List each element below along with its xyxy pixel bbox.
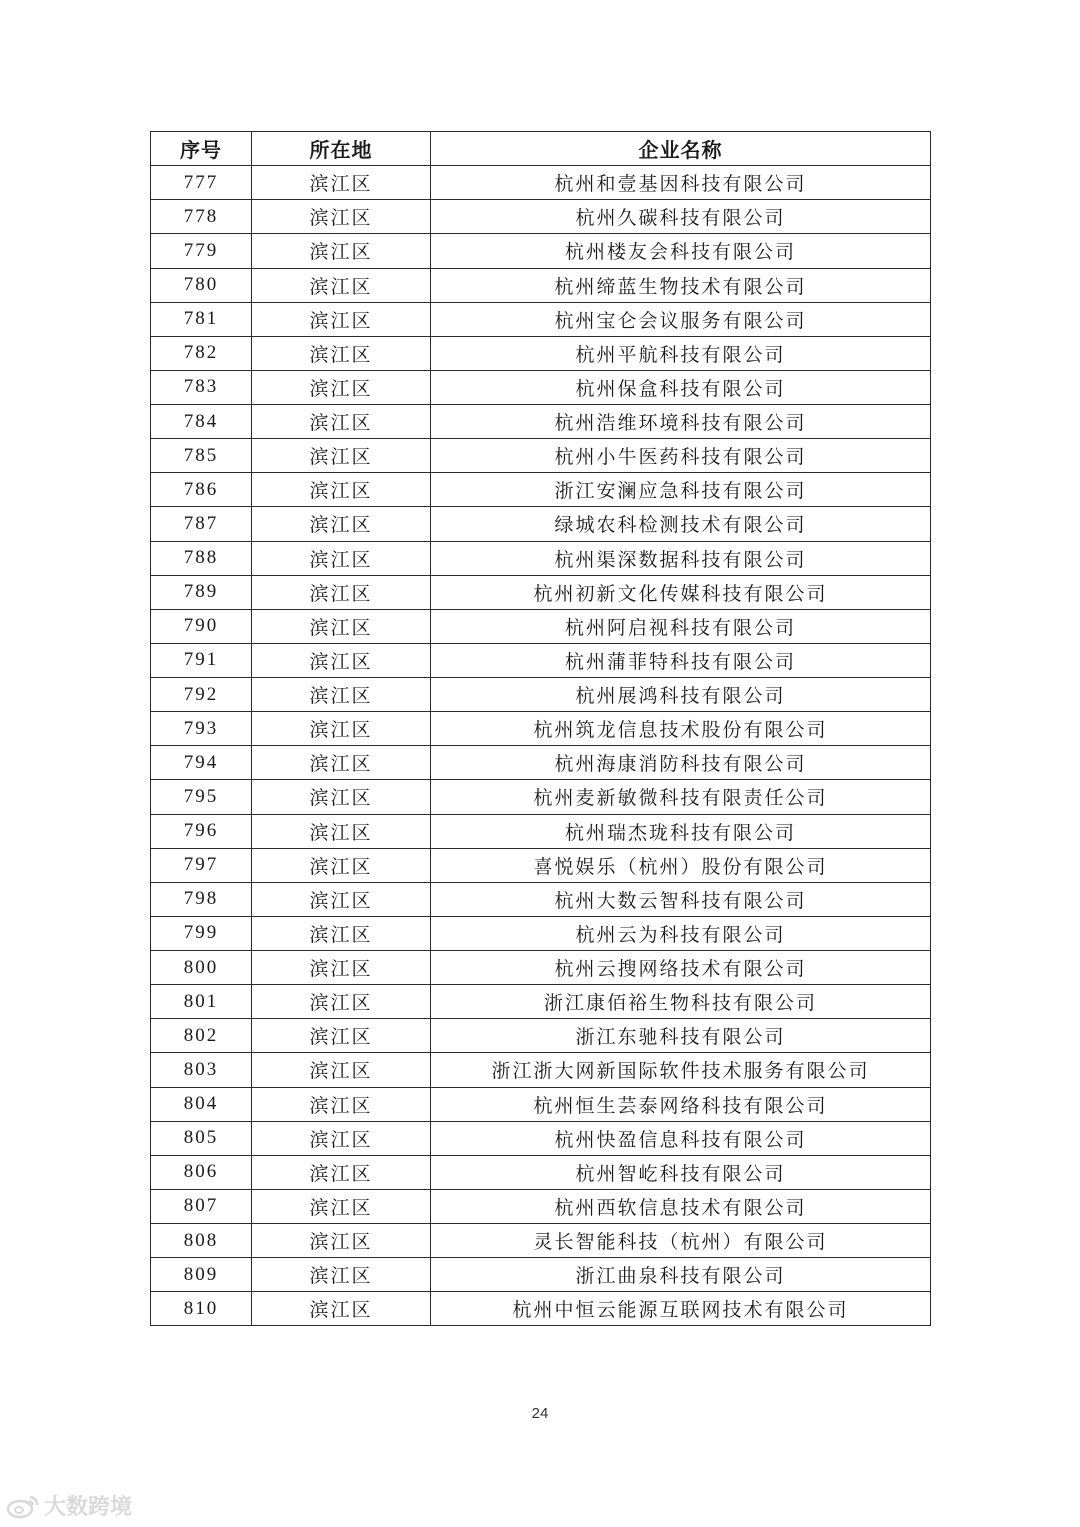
row-index: 786 [151, 473, 252, 507]
row-company-name: 杭州蒲菲特科技有限公司 [431, 643, 931, 677]
table-row [151, 1292, 931, 1326]
row-company-name: 绿城农科检测技术有限公司 [431, 507, 931, 541]
table-row [151, 200, 931, 234]
row-location: 滨江区 [252, 712, 431, 746]
row-location: 滨江区 [252, 848, 431, 882]
row-location: 滨江区 [252, 1155, 431, 1189]
row-company-name: 浙江曲泉科技有限公司 [431, 1258, 931, 1292]
row-company-name: 灵长智能科技（杭州）有限公司 [431, 1224, 931, 1258]
table-row [151, 439, 931, 473]
table-row [151, 336, 931, 370]
table-row [151, 268, 931, 302]
row-location: 滨江区 [252, 439, 431, 473]
table-row [151, 1053, 931, 1087]
row-company-name: 浙江康佰裕生物科技有限公司 [431, 985, 931, 1019]
row-company-name: 杭州恒生芸泰网络科技有限公司 [431, 1087, 931, 1121]
row-company-name: 杭州云为科技有限公司 [431, 916, 931, 950]
table-row [151, 814, 931, 848]
row-company-name: 杭州缔蓝生物技术有限公司 [431, 268, 931, 302]
row-index: 783 [151, 370, 252, 404]
row-company-name: 杭州楼友会科技有限公司 [431, 234, 931, 268]
row-company-name: 杭州宝仑会议服务有限公司 [431, 302, 931, 336]
header-location: 所在地 [252, 132, 431, 166]
header-index: 序号 [151, 132, 252, 166]
row-index: 779 [151, 234, 252, 268]
row-company-name: 杭州智屹科技有限公司 [431, 1155, 931, 1189]
table-row [151, 302, 931, 336]
row-index: 794 [151, 746, 252, 780]
row-company-name: 杭州西软信息技术有限公司 [431, 1189, 931, 1223]
table-row [151, 882, 931, 916]
row-company-name: 浙江安澜应急科技有限公司 [431, 473, 931, 507]
table-row [151, 848, 931, 882]
row-company-name: 杭州久碳科技有限公司 [431, 200, 931, 234]
row-index: 805 [151, 1121, 252, 1155]
row-company-name: 杭州瑞杰珑科技有限公司 [431, 814, 931, 848]
table-row [151, 405, 931, 439]
row-index: 796 [151, 814, 252, 848]
row-index: 787 [151, 507, 252, 541]
row-location: 滨江区 [252, 814, 431, 848]
row-company-name: 杭州海康消防科技有限公司 [431, 746, 931, 780]
row-index: 781 [151, 302, 252, 336]
row-index: 777 [151, 166, 252, 200]
row-location: 滨江区 [252, 1019, 431, 1053]
table-row [151, 1189, 931, 1223]
table-row [151, 1121, 931, 1155]
table-body [151, 166, 931, 1326]
row-index: 793 [151, 712, 252, 746]
row-company-name: 杭州渠深数据科技有限公司 [431, 541, 931, 575]
row-company-name: 浙江东驰科技有限公司 [431, 1019, 931, 1053]
row-location: 滨江区 [252, 166, 431, 200]
table-row [151, 678, 931, 712]
table-row [151, 1087, 931, 1121]
row-index: 798 [151, 882, 252, 916]
row-index: 785 [151, 439, 252, 473]
row-index: 789 [151, 575, 252, 609]
row-location: 滨江区 [252, 780, 431, 814]
row-index: 782 [151, 336, 252, 370]
row-index: 792 [151, 678, 252, 712]
row-company-name: 杭州和壹基因科技有限公司 [431, 166, 931, 200]
row-company-name: 杭州云搜网络技术有限公司 [431, 951, 931, 985]
row-location: 滨江区 [252, 1087, 431, 1121]
row-location: 滨江区 [252, 1189, 431, 1223]
row-index: 810 [151, 1292, 252, 1326]
weibo-logo-icon [6, 1493, 40, 1519]
row-index: 807 [151, 1189, 252, 1223]
table-row [151, 916, 931, 950]
row-company-name: 杭州麦新敏微科技有限责任公司 [431, 780, 931, 814]
table-row [151, 541, 931, 575]
header-company-name: 企业名称 [431, 132, 931, 166]
row-location: 滨江区 [252, 1292, 431, 1326]
row-index: 803 [151, 1053, 252, 1087]
table-row [151, 1019, 931, 1053]
table-row [151, 985, 931, 1019]
row-company-name: 杭州平航科技有限公司 [431, 336, 931, 370]
row-location: 滨江区 [252, 746, 431, 780]
row-location: 滨江区 [252, 268, 431, 302]
company-table [150, 131, 931, 1326]
row-location: 滨江区 [252, 370, 431, 404]
row-index: 790 [151, 609, 252, 643]
table-row [151, 712, 931, 746]
row-index: 788 [151, 541, 252, 575]
row-location: 滨江区 [252, 507, 431, 541]
row-company-name: 杭州大数云智科技有限公司 [431, 882, 931, 916]
row-location: 滨江区 [252, 985, 431, 1019]
table-row [151, 234, 931, 268]
row-location: 滨江区 [252, 678, 431, 712]
page-number: 24 [531, 1405, 549, 1422]
row-location: 滨江区 [252, 575, 431, 609]
row-location: 滨江区 [252, 951, 431, 985]
row-location: 滨江区 [252, 609, 431, 643]
row-company-name: 杭州保盒科技有限公司 [431, 370, 931, 404]
row-location: 滨江区 [252, 1224, 431, 1258]
row-index: 809 [151, 1258, 252, 1292]
row-location: 滨江区 [252, 405, 431, 439]
watermark-text: 大数跨境 [44, 1495, 133, 1520]
table-header-row [151, 132, 931, 166]
table-row [151, 473, 931, 507]
row-company-name: 杭州浩维环境科技有限公司 [431, 405, 931, 439]
table-row [151, 951, 931, 985]
row-index: 780 [151, 268, 252, 302]
row-location: 滨江区 [252, 541, 431, 575]
row-index: 802 [151, 1019, 252, 1053]
table-row [151, 1224, 931, 1258]
table-row [151, 166, 931, 200]
row-company-name: 浙江浙大网新国际软件技术服务有限公司 [431, 1053, 931, 1087]
row-location: 滨江区 [252, 1121, 431, 1155]
table-row [151, 370, 931, 404]
row-company-name: 喜悦娱乐（杭州）股份有限公司 [431, 848, 931, 882]
row-location: 滨江区 [252, 473, 431, 507]
table-row [151, 575, 931, 609]
row-location: 滨江区 [252, 1053, 431, 1087]
row-index: 799 [151, 916, 252, 950]
row-location: 滨江区 [252, 302, 431, 336]
row-index: 800 [151, 951, 252, 985]
row-location: 滨江区 [252, 643, 431, 677]
row-location: 滨江区 [252, 882, 431, 916]
row-index: 806 [151, 1155, 252, 1189]
row-location: 滨江区 [252, 234, 431, 268]
row-index: 804 [151, 1087, 252, 1121]
row-index: 784 [151, 405, 252, 439]
row-index: 797 [151, 848, 252, 882]
row-index: 795 [151, 780, 252, 814]
row-company-name: 杭州展鸿科技有限公司 [431, 678, 931, 712]
row-index: 808 [151, 1224, 252, 1258]
row-company-name: 杭州快盈信息科技有限公司 [431, 1121, 931, 1155]
row-company-name: 杭州小牛医药科技有限公司 [431, 439, 931, 473]
row-company-name: 杭州阿启视科技有限公司 [431, 609, 931, 643]
row-location: 滨江区 [252, 916, 431, 950]
row-index: 791 [151, 643, 252, 677]
table-row [151, 1155, 931, 1189]
row-company-name: 杭州中恒云能源互联网技术有限公司 [431, 1292, 931, 1326]
row-location: 滨江区 [252, 200, 431, 234]
table-row [151, 643, 931, 677]
row-index: 801 [151, 985, 252, 1019]
row-location: 滨江区 [252, 1258, 431, 1292]
table-row [151, 746, 931, 780]
watermark [6, 1490, 132, 1521]
table-row [151, 780, 931, 814]
table-row [151, 1258, 931, 1292]
row-location: 滨江区 [252, 336, 431, 370]
row-company-name: 杭州筑龙信息技术股份有限公司 [431, 712, 931, 746]
row-company-name: 杭州初新文化传媒科技有限公司 [431, 575, 931, 609]
row-index: 778 [151, 200, 252, 234]
table-row [151, 507, 931, 541]
table-row [151, 609, 931, 643]
